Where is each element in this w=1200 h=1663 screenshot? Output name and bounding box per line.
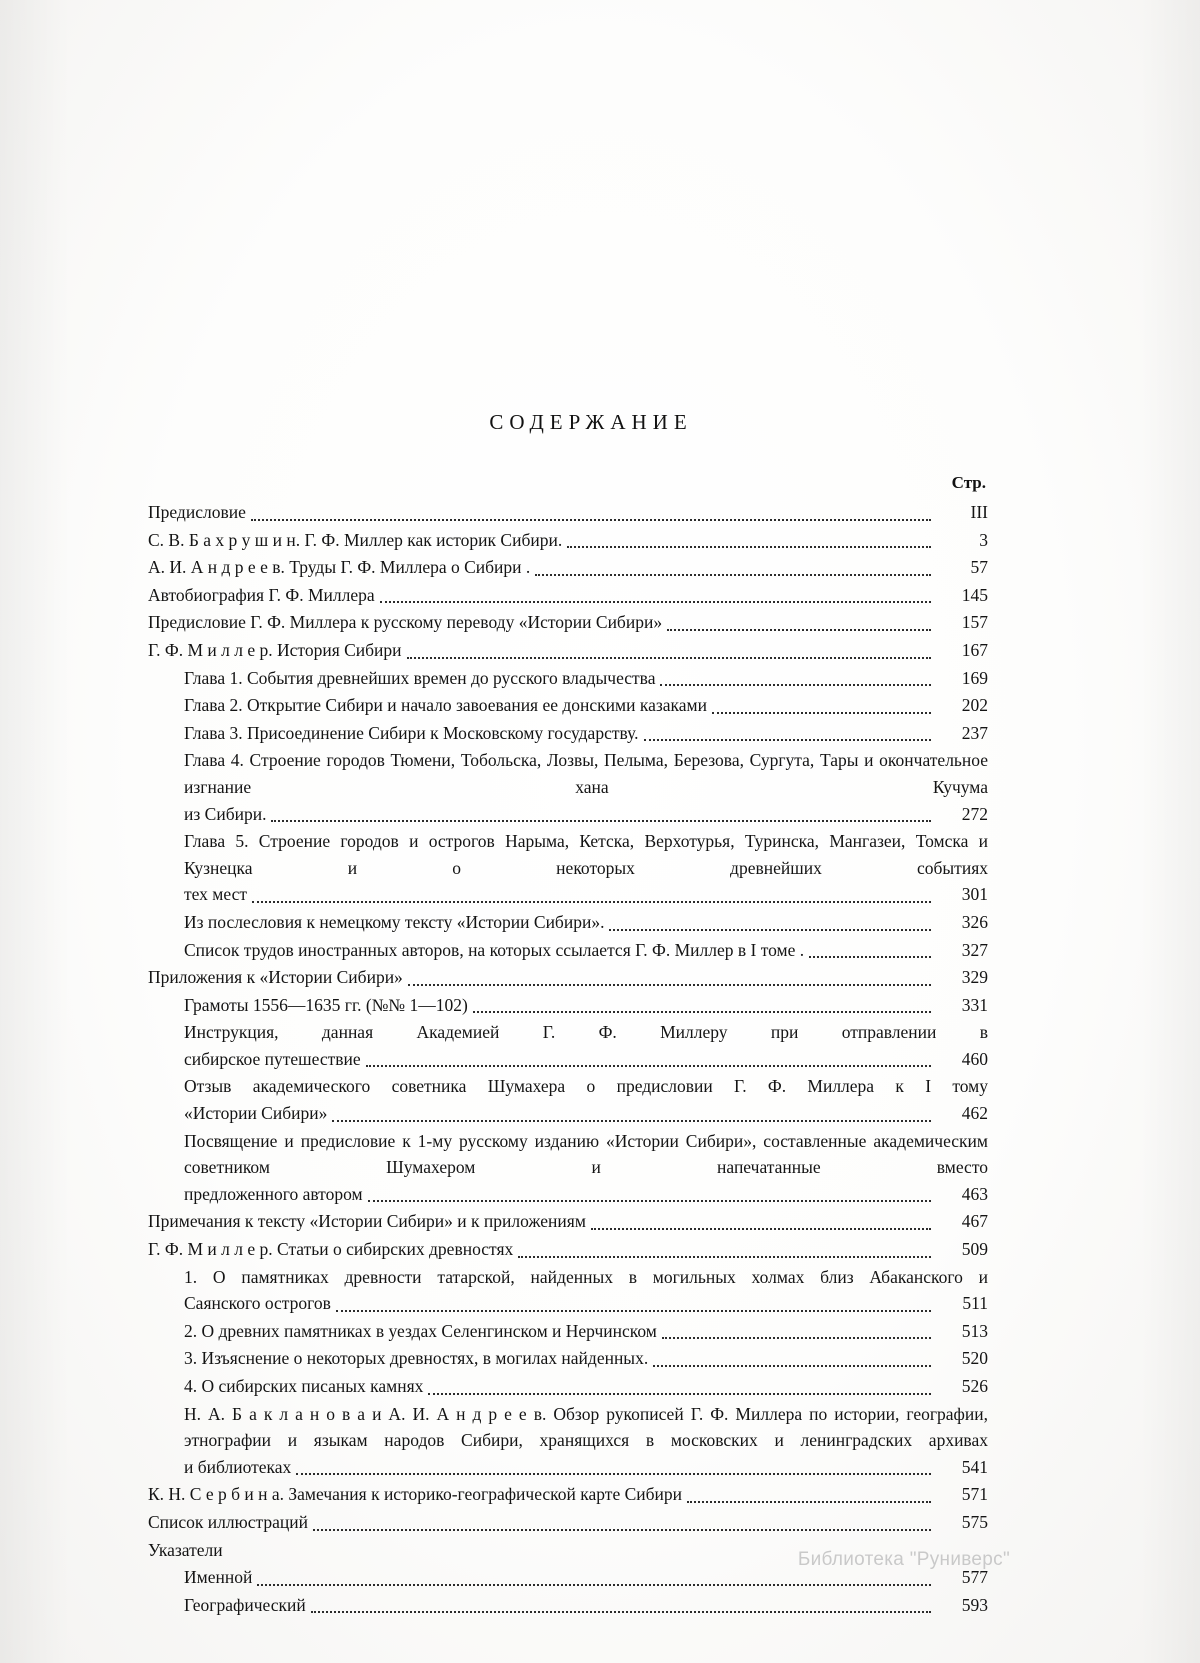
toc-entry[interactable] [148, 1481, 988, 1508]
dot-leader [518, 1255, 931, 1258]
toc-entry[interactable] [148, 1019, 988, 1072]
toc-entry-page: 593 [961, 1594, 988, 1615]
dot-leader [332, 1119, 931, 1122]
dot-leader [687, 1500, 931, 1503]
toc-entry[interactable] [148, 964, 988, 991]
toc-entry-label-tail: Саянского острогов [184, 1293, 331, 1314]
toc-entry-page: 329 [961, 967, 988, 988]
toc-entry-page: 3 [979, 529, 988, 550]
toc-entry[interactable] [184, 720, 988, 747]
toc-entry-page: 327 [961, 939, 988, 960]
toc-entry[interactable] [148, 1509, 988, 1536]
table-of-contents [148, 410, 988, 1619]
toc-entry[interactable] [184, 1373, 988, 1400]
toc-entry[interactable] [148, 1208, 988, 1235]
dot-leader [311, 1610, 931, 1613]
toc-entry-label: Посвящение и предисловие к 1-му русскому изданию «Истории Сибири», составленные академическим советником Шумахером и напечатанные вместо [184, 1130, 988, 1178]
toc-entry-label: Глава 3. Присоединение Сибири к Московскому государству. [184, 722, 639, 743]
dot-leader [336, 1309, 931, 1312]
toc-entry-label: Г. Ф. М и л л е р. Статьи о сибирских древностях [148, 1239, 514, 1260]
toc-entry[interactable] [184, 1592, 988, 1619]
toc-entry[interactable] [184, 692, 988, 719]
dot-leader [380, 600, 931, 603]
toc-entry[interactable] [148, 609, 988, 636]
toc-entry-label: 4. О сибирских писаных камнях [184, 1376, 424, 1396]
toc-entry-list [148, 499, 988, 1618]
dot-leader [252, 900, 931, 903]
toc-entry-page: 460 [961, 1048, 988, 1069]
toc-entry-page: III [970, 502, 988, 522]
dot-leader [535, 573, 931, 576]
toc-entry[interactable] [148, 1128, 988, 1208]
toc-entry[interactable] [148, 1236, 988, 1263]
toc-entry-page: 513 [961, 1320, 988, 1341]
toc-entry-page: 145 [961, 584, 988, 605]
page-column-header: Стр. [951, 473, 986, 492]
toc-entry-label: Список иллюстраций [148, 1511, 308, 1532]
toc-entry-page: 541 [961, 1456, 988, 1477]
dot-leader [609, 928, 931, 931]
toc-entry-label: Список трудов иностранных авторов, на которых ссылается Г. Ф. Миллер в I томе . [184, 939, 805, 960]
toc-entry[interactable] [184, 909, 988, 936]
toc-entry-label: 3. Изъяснение о некоторых древностях, в могилах найденных. [184, 1348, 649, 1369]
toc-entry[interactable] [148, 527, 988, 554]
toc-entry[interactable] [184, 992, 988, 1019]
dot-leader [809, 955, 931, 958]
toc-entry-page: 202 [961, 695, 988, 716]
toc-entry[interactable] [184, 1318, 988, 1345]
dot-leader [644, 738, 931, 741]
dot-leader [257, 1583, 931, 1586]
toc-entry-label: Отзыв академического советника Шумахера о предисловии Г. Ф. Миллера к I тому [184, 1076, 988, 1097]
toc-entry-label: Именной [184, 1567, 253, 1588]
page-title: СОДЕРЖАНИЕ [489, 410, 693, 434]
toc-entry[interactable] [148, 554, 988, 581]
dot-leader [428, 1392, 931, 1395]
dot-leader [366, 1064, 931, 1067]
toc-entry-page: 571 [961, 1484, 988, 1505]
toc-entry-label: С. В. Б а х р у ш и н. Г. Ф. Миллер как историк Сибири. [148, 529, 563, 550]
toc-entry-page: 169 [961, 667, 988, 688]
toc-entry-label: Приложения к «Истории Сибири» [148, 967, 403, 988]
toc-entry-label: Указатели [148, 1539, 223, 1560]
toc-entry[interactable] [184, 1345, 988, 1372]
toc-entry-page: 167 [961, 639, 988, 660]
toc-entry-label: Грамоты 1556—1635 гг. (№№ 1—102) [184, 994, 468, 1015]
toc-entry[interactable] [184, 937, 988, 964]
toc-entry-label: Инструкция, данная Академией Г. Ф. Миллеру при отправлении в [184, 1022, 988, 1043]
toc-entry[interactable] [148, 1073, 988, 1126]
toc-entry-label: К. Н. С е р б и н а. Замечания к историко-географической карте Сибири [148, 1484, 683, 1505]
dot-leader [667, 628, 931, 631]
library-watermark: Библиотека "Руниверс" [797, 1549, 1010, 1570]
toc-entry-label: Глава 2. Открытие Сибири и начало завоевания ее донскими казаками [184, 695, 707, 716]
toc-entry-label-tail: из Сибири. [184, 803, 267, 824]
dot-leader [660, 683, 931, 686]
toc-entry-page: 57 [970, 557, 988, 578]
dot-leader [296, 1472, 931, 1475]
toc-entry-label-tail: и библиотеках [184, 1456, 292, 1477]
toc-entry[interactable] [148, 499, 988, 526]
toc-entry[interactable] [148, 1401, 988, 1481]
toc-entry-page: 157 [961, 612, 988, 633]
toc-entry-label: Г. Ф. М и л л е р. История Сибири [148, 639, 402, 660]
dot-leader [408, 983, 931, 986]
toc-entry[interactable] [148, 582, 988, 609]
dot-leader [271, 819, 931, 822]
toc-entry-page: 575 [961, 1511, 988, 1532]
dot-leader [662, 1336, 931, 1339]
toc-entry-page: 237 [961, 722, 988, 743]
toc-entry-page: 462 [961, 1103, 988, 1124]
toc-entry-label: Предисловие Г. Ф. Миллера к русскому переводу «Истории Сибири» [148, 612, 663, 633]
dot-leader [567, 545, 931, 548]
toc-entry-page: 463 [961, 1183, 988, 1204]
toc-entry-label: А. И. А н д р е е в. Труды Г. Ф. Миллера о Сибири . [148, 557, 531, 578]
toc-entry-label-tail: предложенного автором [184, 1183, 363, 1204]
toc-entry-page: 331 [961, 994, 988, 1015]
toc-entry-page: 509 [961, 1239, 988, 1260]
toc-entry-page: 511 [962, 1293, 988, 1314]
dot-leader [712, 711, 931, 714]
toc-entry[interactable] [148, 828, 988, 908]
dot-leader [368, 1199, 931, 1202]
toc-entry-label-tail: сибирское путешествие [184, 1048, 361, 1069]
dot-leader [473, 1010, 931, 1013]
toc-entry-label: Глава 1. События древнейших времен до русского владычества [184, 667, 656, 688]
toc-entry-label: Автобиография Г. Ф. Миллера [148, 584, 375, 605]
toc-entry-label: Предисловие [148, 502, 246, 522]
dot-leader [591, 1227, 931, 1230]
dot-leader [407, 656, 931, 659]
toc-entry-label-tail: тех мест [184, 884, 248, 905]
toc-entry-page: 526 [961, 1376, 988, 1396]
toc-entry-label: Глава 5. Строение городов и острогов Нарыма, Кетска, Верхотурья, Туринска, Мангазеи, Томска и Кузнецка и о некоторых древнейших событиях [184, 831, 988, 878]
toc-entry-page: 301 [961, 884, 988, 905]
toc-entry[interactable] [184, 665, 988, 692]
dot-leader [313, 1528, 931, 1531]
toc-entry-label: 1. О памятниках древности татарской, найденных в могильных холмах близ Абаканского и [184, 1266, 988, 1287]
toc-entry-label: 2. О древних памятниках в уездах Селенгинском и Нерчинском [184, 1320, 657, 1341]
toc-entry-page: 577 [961, 1567, 988, 1588]
toc-entry[interactable] [148, 747, 988, 827]
toc-entry-label: Географический [184, 1594, 306, 1615]
toc-entry-label: Н. А. Б а к л а н о в а и А. И. А н д р е е в. Обзор рукописей Г. Ф. Миллера по истории, географии, этнографии и языкам народов Сибири, хранящихся в московских и ленинградских архивах [184, 1403, 988, 1451]
dot-leader [251, 518, 931, 521]
toc-entry-page: 467 [961, 1211, 988, 1232]
toc-entry-label: Примечания к тексту «Истории Сибири» и к приложениям [148, 1211, 586, 1232]
toc-entry-page: 272 [961, 803, 988, 824]
toc-entry-label-tail: «Истории Сибири» [184, 1103, 328, 1124]
toc-entry-label: Из послесловия к немецкому тексту «Истории Сибири». [184, 911, 605, 932]
toc-entry-label: Глава 4. Строение городов Тюмени, Тобольска, Лозвы, Пелыма, Березова, Сургута, Тары и окончательное изгнание хана Кучума [184, 750, 988, 797]
toc-entry-page: 326 [961, 911, 988, 932]
dot-leader [653, 1364, 931, 1367]
toc-entry[interactable] [148, 1264, 988, 1317]
toc-entry[interactable] [148, 637, 988, 664]
toc-entry-page: 520 [961, 1348, 988, 1369]
